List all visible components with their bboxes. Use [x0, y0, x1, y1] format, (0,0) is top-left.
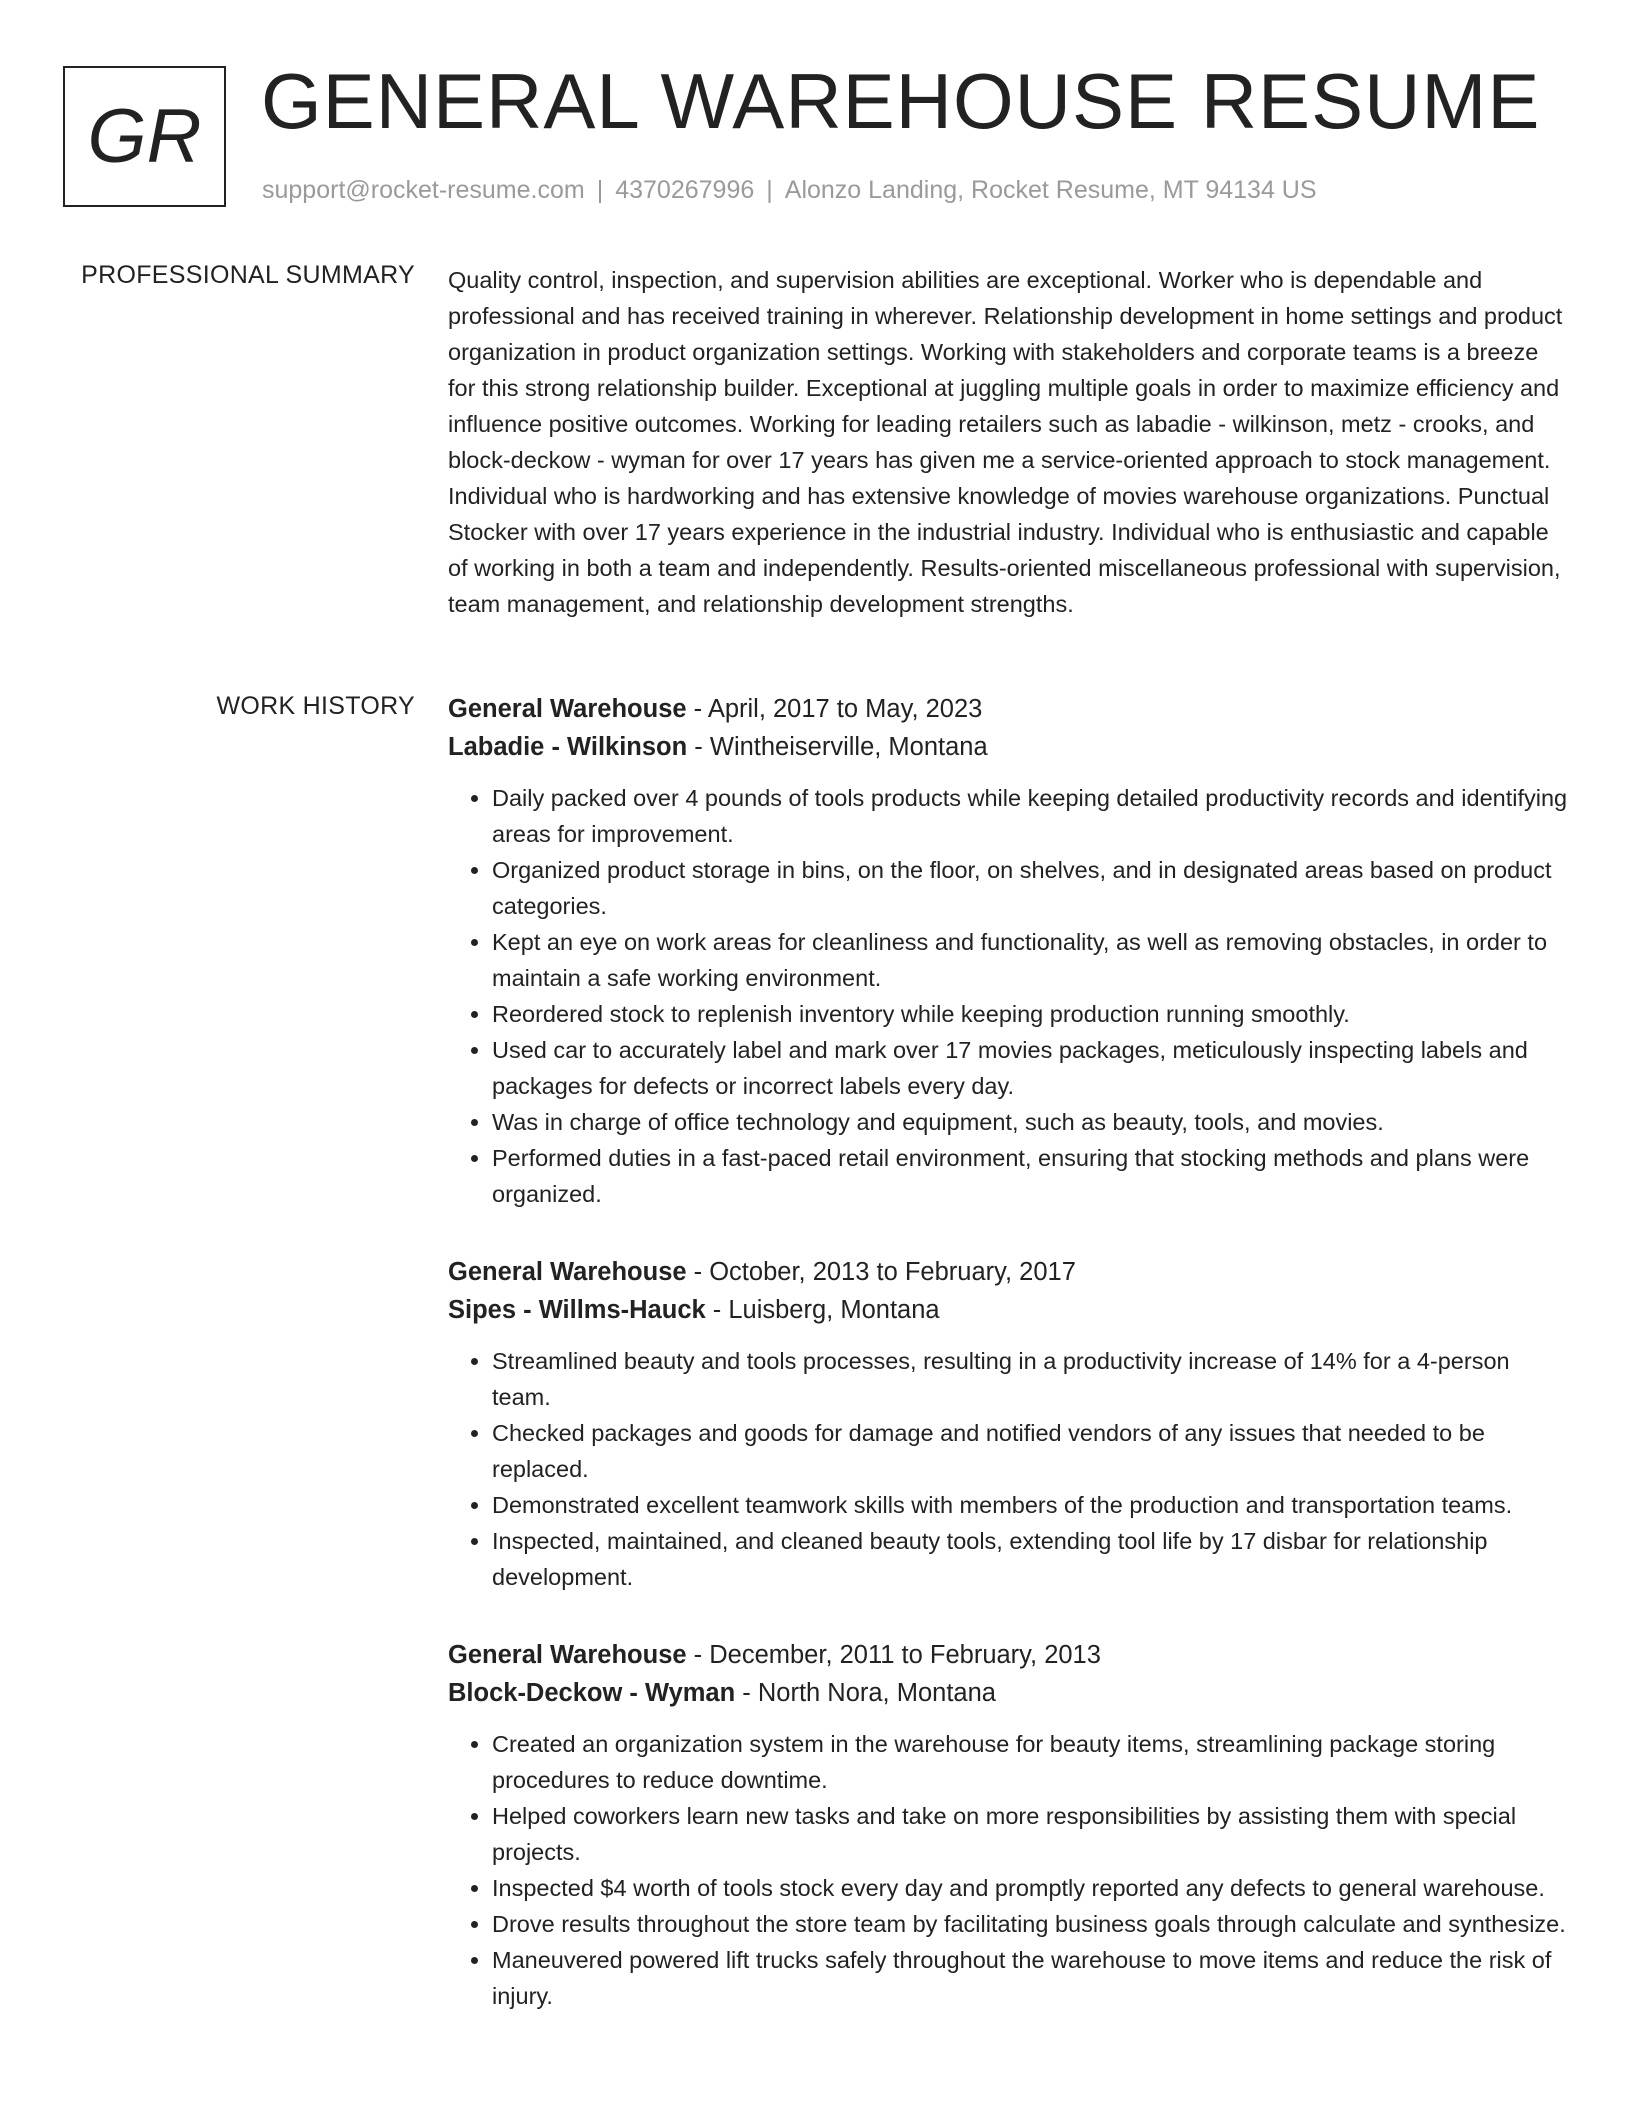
job-title-line — [448, 690, 1571, 728]
job-dates: - December, 2011 to February, 2013 — [686, 1641, 1101, 1669]
contact-email: support@rocket-resume.com — [262, 176, 585, 204]
contact-line — [262, 176, 1317, 205]
job-duty-item: • Inspected, maintained, and cleaned beauty tools, extending tool life by 17 disbar for relationship development. — [492, 1523, 1571, 1595]
job-title: General Warehouse — [448, 695, 687, 723]
work-history-section-label: WORK HISTORY — [216, 692, 415, 720]
job-duty-item: • Streamlined beauty and tools processes, resulting in a productivity increase of 14% for a 4-person team. — [492, 1343, 1571, 1415]
job-duty-item: • Performed duties in a fast-paced retail environment, ensuring that stocking methods and plans were organized. — [492, 1140, 1571, 1212]
work-history-list — [448, 690, 1571, 2055]
job-dates: - October, 2013 to February, 2017 — [686, 1258, 1076, 1286]
job-company-line — [448, 728, 1571, 766]
job-duties-list — [448, 780, 1571, 1212]
job-location: - Wintheiserville, Montana — [687, 733, 988, 761]
resume-title: GENERAL WAREHOUSE RESUME — [261, 57, 1541, 145]
job-duty-item: • Drove results throughout the store team by facilitating business goals through calculate and synthesize. — [492, 1906, 1571, 1942]
job-title-line — [448, 1253, 1571, 1291]
job-duty-item: • Helped coworkers learn new tasks and take on more responsibilities by assisting them with special projects. — [492, 1798, 1571, 1870]
job-duty-item: • Maneuvered powered lift trucks safely throughout the warehouse to move items and reduce the risk of injury. — [492, 1942, 1571, 2014]
job-duties-list — [448, 1726, 1571, 2014]
job-duty-item: • Demonstrated excellent teamwork skills with members of the production and transportation teams. — [492, 1487, 1571, 1523]
job-duty-item: • Inspected $4 worth of tools stock every day and promptly reported any defects to general warehouse. — [492, 1870, 1571, 1906]
job-duty-item: • Created an organization system in the warehouse for beauty items, streamlining package storing procedures to reduce downtime. — [492, 1726, 1571, 1798]
job-company-line — [448, 1674, 1571, 1712]
job-duty-item: • Checked packages and goods for damage and notified vendors of any issues that needed to be replaced. — [492, 1415, 1571, 1487]
summary-text: Quality control, inspection, and supervision abilities are exceptional. Worker who is dependable and professional and has received training in wherever. Relationship development in home settings and product organization in product organization settings. Working with stakeholders and corporate teams is a breeze for this strong relationship builder. Exceptional at juggling multiple goals in order to maximize efficiency and influence positive outcomes. Working for leading retailers such as labadie - wilkinson, metz - crooks, and block-deckow - wyman for over 17 years has given me a service-oriented approach to stock management. Individual who is hardworking and has extensive knowledge of movies warehouse organizations. Punctual Stocker with over 17 years experience in the industrial industry. Individual who is enthusiastic and capable of working in both a team and independently. Results-oriented miscellaneous professional with supervision, team management, and relationship development strengths. — [448, 267, 1563, 617]
job-duty-item: • Was in charge of office technology and equipment, such as beauty, tools, and movies. — [492, 1104, 1571, 1140]
job-entry — [448, 690, 1571, 1212]
contact-address: Alonzo Landing, Rocket Resume, MT 94134 US — [784, 176, 1317, 204]
job-duty-item: • Daily packed over 4 pounds of tools products while keeping detailed productivity records and identifying areas for improvement. — [492, 780, 1571, 852]
job-title-line — [448, 1636, 1571, 1674]
contact-separator: | — [596, 176, 604, 204]
job-location: - Luisberg, Montana — [705, 1296, 940, 1324]
job-location: - North Nora, Montana — [735, 1679, 996, 1707]
job-duty-item: • Used car to accurately label and mark over 17 movies packages, meticulously inspecting labels and packages for defects or incorrect labels every day. — [492, 1032, 1571, 1104]
job-entry — [448, 1636, 1571, 2014]
job-company: Labadie - Wilkinson — [448, 733, 688, 761]
contact-phone: 4370267996 — [615, 176, 755, 204]
job-duty-item: • Organized product storage in bins, on the floor, on shelves, and in designated areas based on product categories. — [492, 852, 1571, 924]
job-company: Block-Deckow - Wyman — [448, 1679, 736, 1707]
job-entry — [448, 1253, 1571, 1595]
job-company-line — [448, 1291, 1571, 1329]
job-title: General Warehouse — [448, 1258, 687, 1286]
job-duty-item: • Kept an eye on work areas for cleanliness and functionality, as well as removing obstacles, in order to maintain a safe working environment. — [492, 924, 1571, 996]
monogram-logo: GR — [63, 66, 226, 207]
job-dates: - April, 2017 to May, 2023 — [686, 695, 983, 723]
summary-section-label: PROFESSIONAL SUMMARY — [81, 261, 415, 289]
job-duty-item: • Reordered stock to replenish inventory while keeping production running smoothly. — [492, 996, 1571, 1032]
job-company: Sipes - Willms-Hauck — [448, 1296, 706, 1324]
contact-separator: | — [766, 176, 773, 204]
job-duties-list — [448, 1343, 1571, 1595]
job-title: General Warehouse — [448, 1641, 687, 1669]
